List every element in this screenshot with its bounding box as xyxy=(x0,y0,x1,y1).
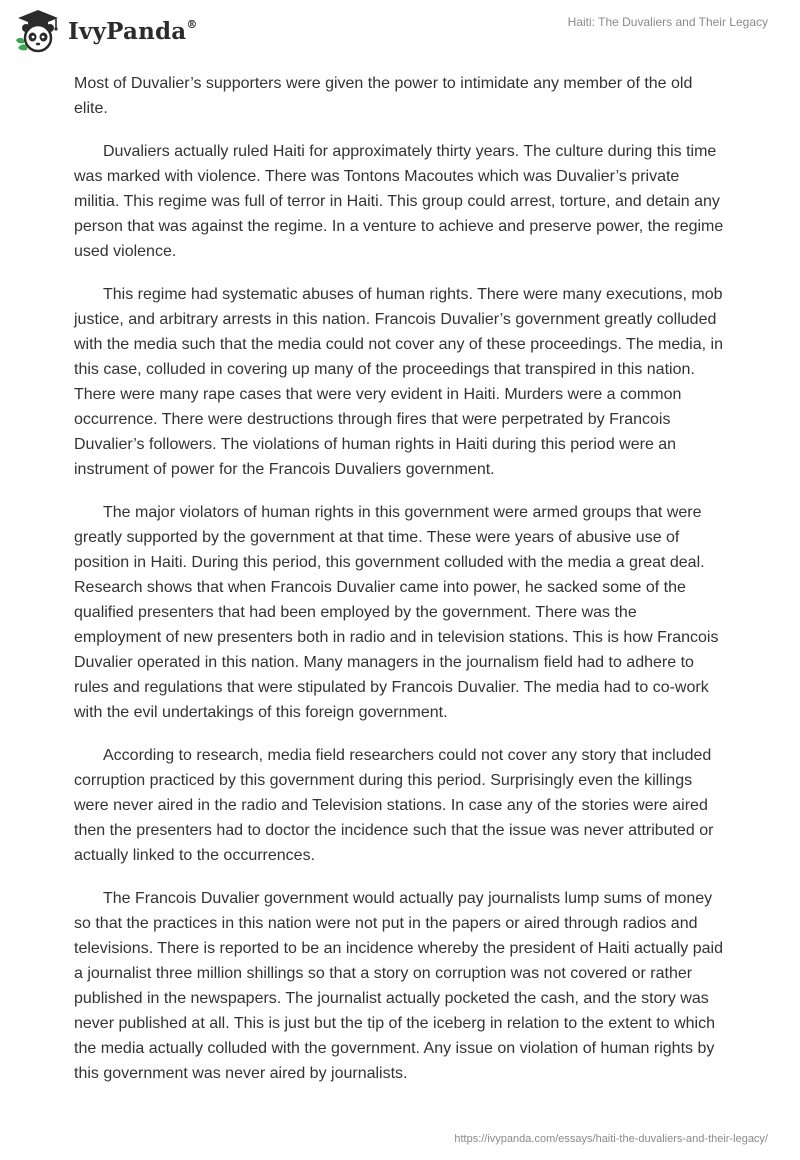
paragraph: Duvaliers actually ruled Haiti for approximately thirty years. The culture during this time was marked with violence. There was Tontons Macoutes which was Duvalier’s private militia. This regime was full of terror in Haiti. This group could arrest, torture, and detain any person that was against the regime. In a venture to achieve and preserve power, the regime used violence. xyxy=(74,143,724,260)
paragraph: Most of Duvalier’s supporters were given the power to intimidate any member of the old elite. xyxy=(74,75,693,117)
paragraph: According to research, media field researchers could not cover any story that included corruption practiced by this government during this period. Surprisingly even the killings were never aired in the radio and Television stations. In case any of the stories were aired then the presenters had to doctor the incidence such that the issue was never attributed or actually linked to the occurrences. xyxy=(74,747,714,864)
paragraph: The major violators of human rights in this government were armed groups that were greatly supported by the government at that time. These were years of abusive use of position in Haiti. During this period, this government colluded with the media a great deal. Research shows that when Francois Duvalier came into power, he sacked some of the qualified presenters that had been employed by the government. There was the employment of new presenters both in radio and in television stations. This is how Francois Duvalier operated in this nation. Many managers in the journalism field had to adhere to rules and regulations that were stipulated by Francois Duvalier. The media had to co-work with the evil undertakings of this foreign government. xyxy=(74,504,719,721)
paragraph: The Francois Duvalier government would actually pay journalists lump sums of money so that the practices in this nation were not put in the papers or aired through radios and televisions. There is reported to be an incidence whereby the president of Haiti actually paid a journalist three million shillings so that a story on corruption was not covered or rather published in the newspapers. The journalist actually pocketed the cash, and the story was never published at all. This is just but the tip of the iceberg in relation to the extent to which the media actually colluded with the government. Any issue on violation of human rights by this government was never aired by journalists. xyxy=(74,890,723,1082)
essay-body xyxy=(74,71,726,1104)
source-url[interactable]: https://ivypanda.com/essays/haiti-the-duvaliers-and-their-legacy/ xyxy=(454,1133,768,1145)
brand-name: IvyPanda® xyxy=(68,17,198,45)
ivypanda-logo[interactable] xyxy=(14,8,198,54)
page-header xyxy=(0,0,800,60)
document-title: Haiti: The Duvaliers and Their Legacy xyxy=(567,15,768,29)
panda-graduate-icon xyxy=(14,8,62,54)
paragraph: This regime had systematic abuses of human rights. There were many executions, mob justice, and arbitrary arrests in this nation. Francois Duvalier’s government greatly colluded with the media such that the media could not cover any of these proceedings. The media, in this case, colluded in covering up many of the proceedings that transpired in this nation. There were many rape cases that were very evident in Haiti. Murders were a common occurrence. There were destructions through fires that were perpetrated by Francois Duvalier’s followers. The violations of human rights in Haiti during this period were an instrument of power for the Francois Duvaliers government. xyxy=(74,286,723,478)
